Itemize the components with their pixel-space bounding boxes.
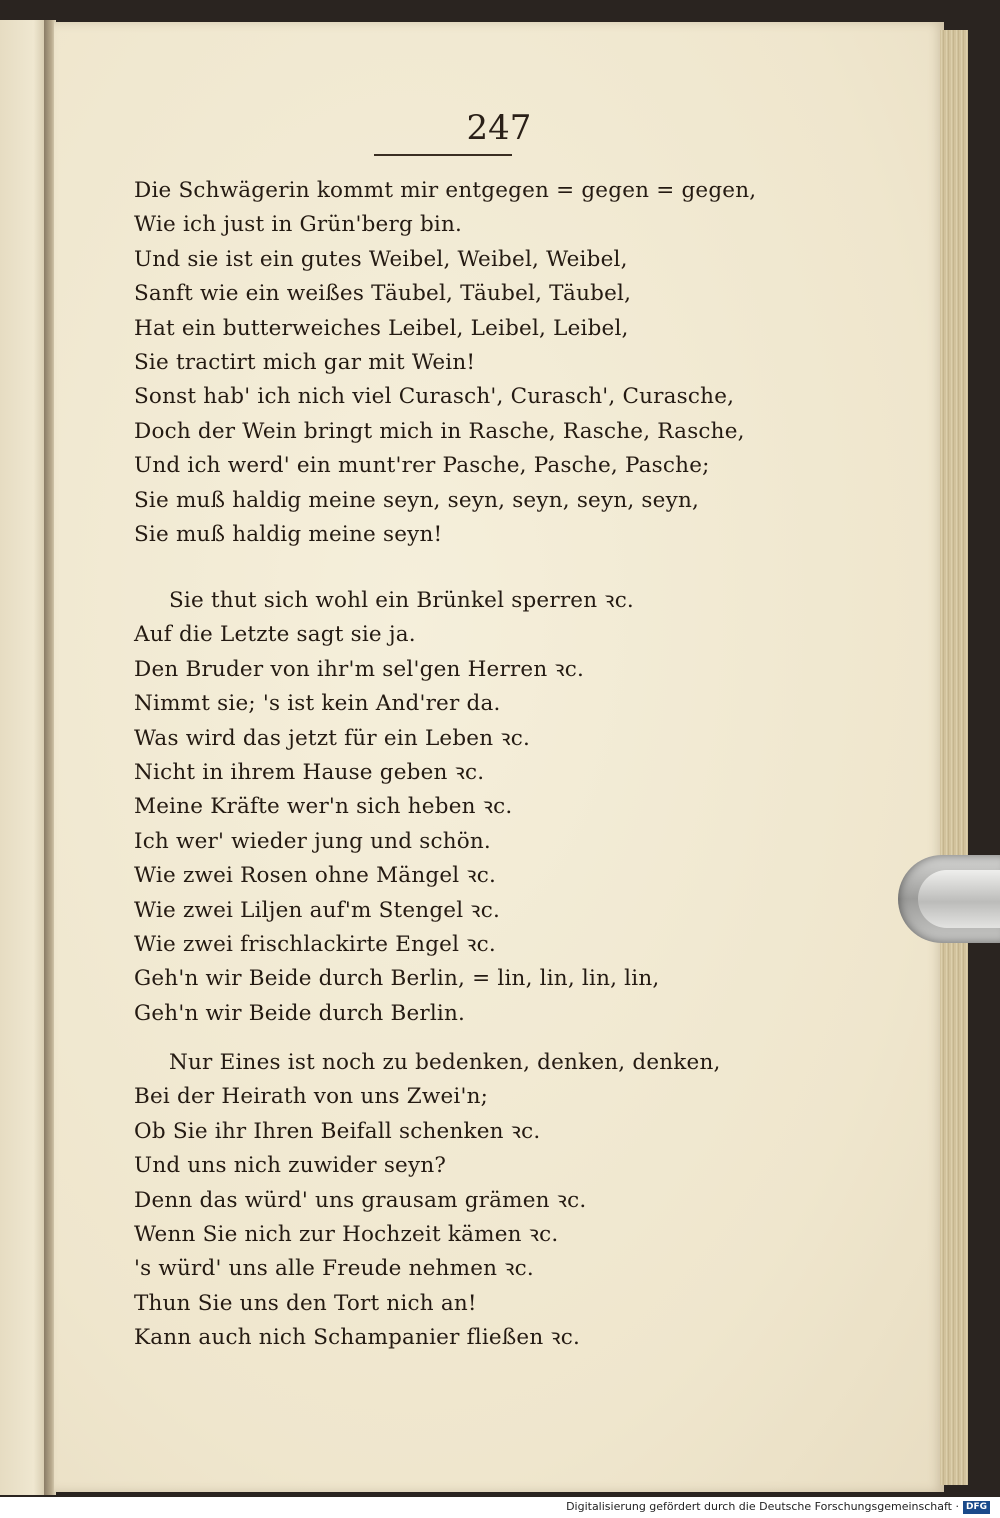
verse-line: Geh'n wir Beide durch Berlin, = lin, lin, lin, lin, [134, 966, 660, 992]
verse-line: Und uns nich zuwider seyn? [134, 1153, 447, 1179]
verse-line: Und sie ist ein gutes Weibel, Weibel, Weibel, [134, 246, 628, 272]
footer-credit-text: Digitalisierung gefördert durch die Deutsche Forschungsgemeinschaft · [566, 1500, 959, 1513]
verse-line: Hat ein butterweiches Leibel, Leibel, Leibel, [134, 315, 629, 341]
page-clip-highlight [918, 870, 1000, 928]
verse-line: Meine Kräfte wer'n sich heben ꝛc. [134, 794, 513, 820]
verse-line: Sie muß haldig meine seyn, seyn, seyn, seyn, seyn, [134, 487, 700, 513]
verse-line: Denn das würd' uns grausam grämen ꝛc. [134, 1187, 587, 1213]
verse-line: Kann auch nich Schampanier fließen ꝛc. [134, 1325, 581, 1351]
verse-line: Nur Eines ist noch zu bedenken, denken, denken, [169, 1050, 721, 1075]
verse-line: Doch der Wein bringt mich in Rasche, Rasche, Rasche, [134, 418, 745, 444]
verse-line: Wie ich just in Grün'berg bin. [134, 212, 463, 238]
verse-line: Wie zwei Liljen auf'm Stengel ꝛc. [134, 897, 500, 923]
stanza-1 [134, 174, 756, 552]
verse-line: Die Schwägerin kommt mir entgegen = gegen = gegen, [134, 178, 757, 203]
verse-line: Nimmt sie; 's ist kein And'rer da. [134, 691, 501, 717]
page-stack-edge [940, 30, 970, 1485]
dfg-logo: DFG [963, 1501, 990, 1514]
stanza-3 [134, 1046, 721, 1356]
digitization-credit [566, 1500, 990, 1514]
facing-page-edge [0, 20, 48, 1495]
verse-line: 's würd' uns alle Freude nehmen ꝛc. [134, 1256, 534, 1282]
verse-line: Und ich werd' ein munt'rer Pasche, Pasche, Pasche; [134, 453, 710, 479]
page-number: 247 [466, 108, 532, 148]
verse-line: Sie muß haldig meine seyn! [134, 521, 443, 547]
verse-line: Bei der Heirath von uns Zwei'n; [134, 1084, 489, 1110]
background-shadow [968, 30, 1000, 1485]
verse-line: Wie zwei frischlackirte Engel ꝛc. [134, 931, 496, 957]
page-number-rule [374, 154, 512, 156]
book-page [54, 22, 944, 1492]
verse-line: Wie zwei Rosen ohne Mängel ꝛc. [134, 863, 497, 889]
verse-line: Was wird das jetzt für ein Leben ꝛc. [134, 725, 530, 751]
verse-line: Sanft wie ein weißes Täubel, Täubel, Täubel, [134, 281, 632, 307]
verse-line: Sie thut sich wohl ein Brünkel sperren ꝛc. [169, 588, 634, 613]
stanza-2 [134, 584, 659, 1031]
verse-line: Thun Sie uns den Tort nich an! [134, 1290, 477, 1316]
verse-line: Sie tractirt mich gar mit Wein! [134, 349, 476, 375]
verse-line: Ich wer' wieder jung und schön. [134, 828, 491, 854]
verse-line: Ob Sie ihr Ihren Beifall schenken ꝛc. [134, 1118, 541, 1144]
verse-line: Geh'n wir Beide durch Berlin. [134, 1000, 466, 1026]
verse-line: Den Bruder von ihr'm sel'gen Herren ꝛc. [134, 656, 585, 682]
verse-line: Sonst hab' ich nich viel Curasch', Curasch', Curasche, [134, 384, 735, 410]
verse-line: Auf die Letzte sagt sie ja. [134, 622, 416, 648]
verse-line: Wenn Sie nich zur Hochzeit kämen ꝛc. [134, 1221, 559, 1247]
verse-line: Nicht in ihrem Hause geben ꝛc. [134, 759, 485, 785]
